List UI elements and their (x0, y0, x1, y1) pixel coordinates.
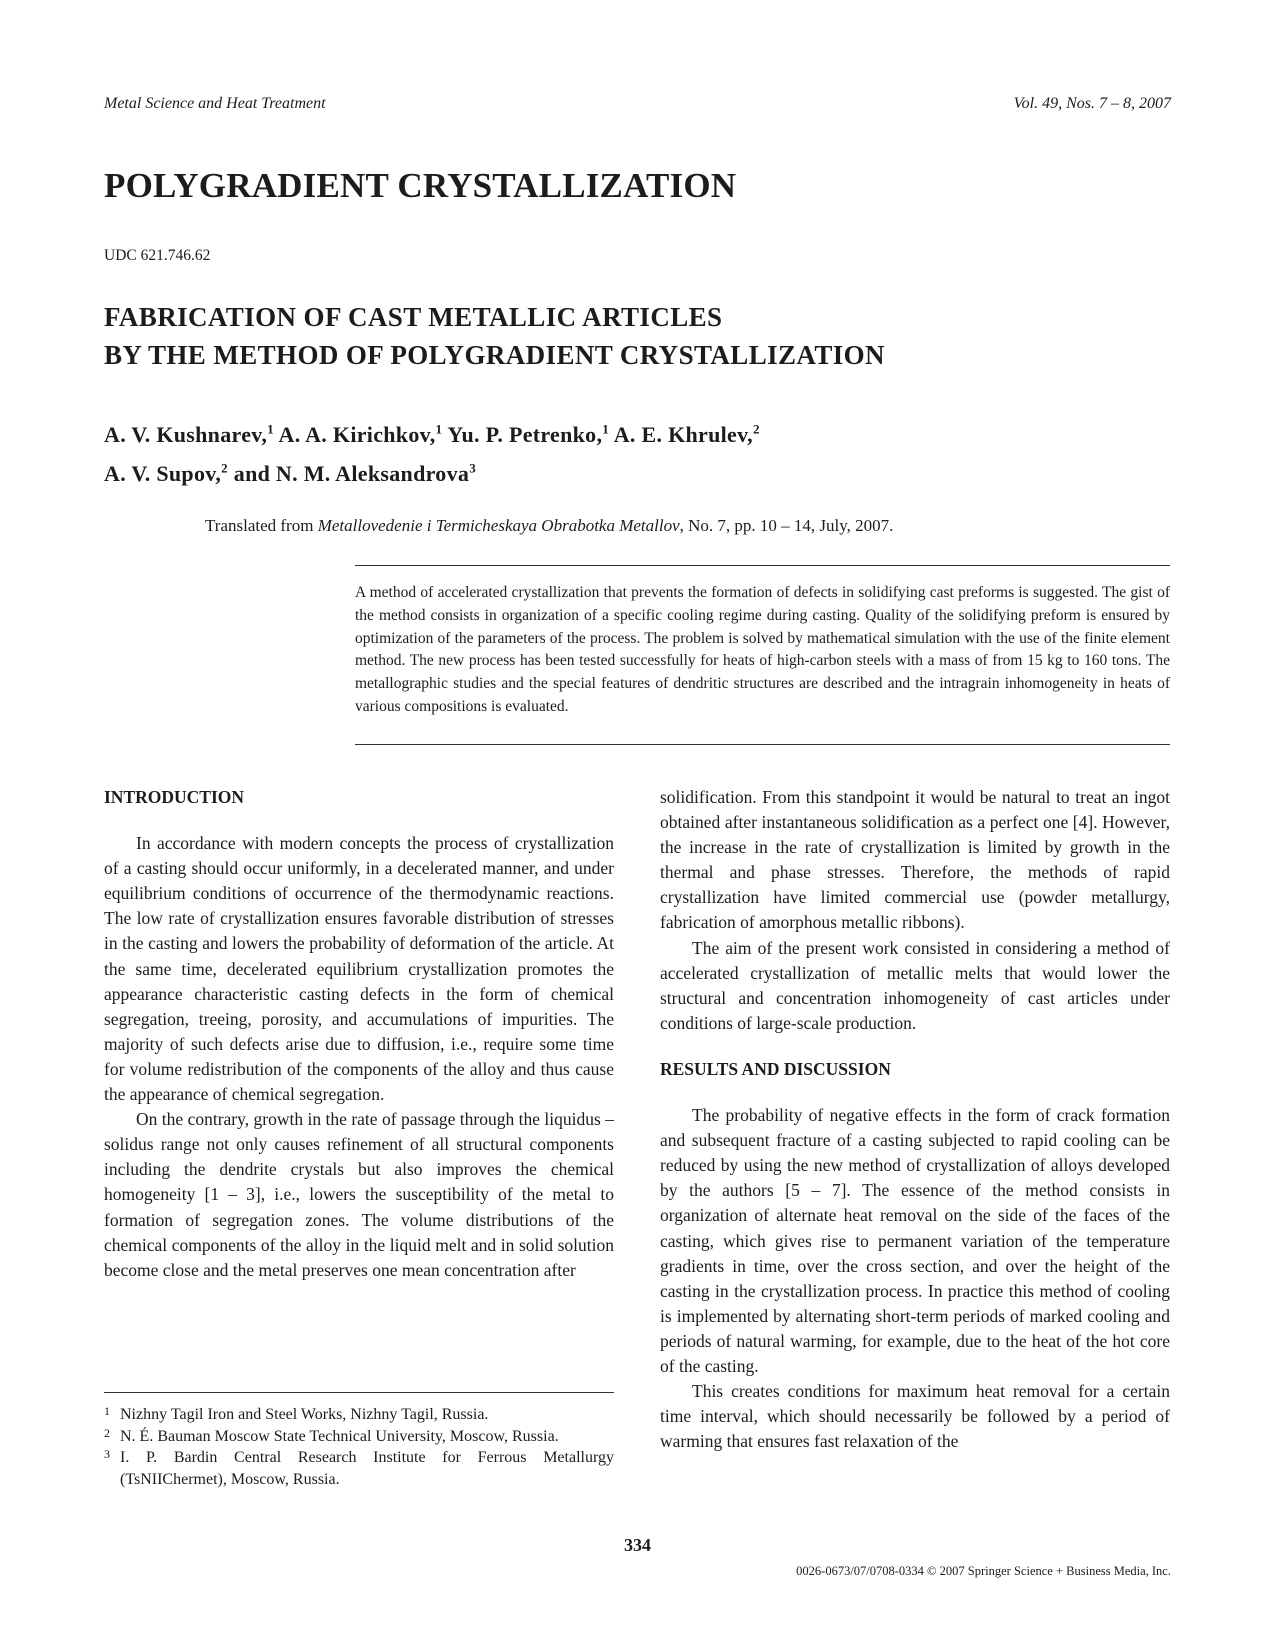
paragraph: The probability of negative effects in the form of crack formation and subsequent fracture of a casting subjected to rapid cooling can be reduced by using the new method of crystallization of alloys developed by the authors [5 – 7]. The essence of the method consists in organization of alternate heat removal on the side of the faces of the casting, which gives rise to permanent variation of the temperature gradients in time, over the cross section, and over the height of the casting in the crystallization process. In practice this method of cooling is implemented by alternating short-term periods of marked cooling and periods of natural warming, for example, due to the heat of the hot core of the casting. (660, 1105, 1170, 1376)
paragraph: On the contrary, growth in the rate of passage through the liquidus – solidus range not only causes refinement of all structural components including the dendrite crystals but also improves the chemical homogeneity [1 – 3], i.e., lowers the susceptibility of the metal to formation of segregation zones. The volume distributions of the chemical components of the alloy in the liquid melt and in solid solution become close and the metal preserves one mean concentration after (104, 1109, 614, 1280)
footnote-rule (104, 1392, 614, 1393)
author: A. E. Khrulev,$^2$ (613, 422, 760, 448)
title-line-2: BY THE METHOD OF POLYGRADIENT CRYSTALLIZATION (104, 340, 885, 370)
section-title: POLYGRADIENT CRYSTALLIZATION (104, 166, 737, 205)
abstract-top-rule (355, 565, 1170, 566)
footnotes (104, 1404, 614, 1490)
author: A. V. Kushnarev,$^1$ (104, 422, 274, 448)
author: Yu. P. Petrenko,$^1$ (447, 422, 610, 448)
abstract: A method of accelerated crystallization that prevents the formation of defects in solidifying cast preforms is suggested. The gist of the method consists in organization of a specific cooling regime during casting. Quality of the solidifying preform is ensured by optimization of the parameters of the process. The problem is solved by mathematical simulation with the use of the finite element method. The new process has been tested successfully for heats of high-carbon steels with a mass of from 15 kg to 160 tons. The metallographic studies and the special features of dendritic structures are described and the intragrain inhomogeneity in heats of various compositions is evaluated. (355, 584, 1170, 715)
footnote: 2 N. É. Bauman Moscow State Technical University, Moscow, Russia. (104, 1425, 559, 1445)
title-line-1: FABRICATION OF CAST METALLIC ARTICLES (104, 302, 723, 332)
journal-name: Metal Science and Heat Treatment (104, 95, 326, 112)
abstract-bottom-rule (355, 744, 1170, 745)
left-column (104, 785, 614, 1283)
udc-code: UDC 621.746.62 (104, 247, 211, 264)
translation-note: Translated from Metallovedenie i Termicheskaya Obrabotka Metallov, No. 7, pp. 10 – 14, July, 2007. (205, 516, 894, 535)
author: and N. M. Aleksandrova$^3$ (233, 460, 476, 486)
section-heading-introduction: INTRODUCTION (104, 787, 245, 807)
volume-info: Vol. 49, Nos. 7 – 8, 2007 (1013, 95, 1171, 112)
author-list (104, 413, 760, 490)
author: A. A. Kirichkov,$^1$ (278, 422, 443, 448)
footnote: 1 Nizhny Tagil Iron and Steel Works, Nizhny Tagil, Russia. (104, 1404, 489, 1423)
source-journal: Metallovedenie i Termicheskaya Obrabotka Metallov (317, 516, 680, 535)
author: A. V. Supov,$^2$ (104, 460, 228, 486)
section-heading-results: RESULTS AND DISCUSSION (660, 1058, 891, 1079)
paragraph: The aim of the present work consisted in considering a method of accelerated crystallization of metallic melts that would lower the structural and concentration inhomogeneity of cast articles under conditions of large-scale production. (660, 937, 1170, 1033)
paragraph: solidification. From this standpoint it would be natural to treat an ingot obtained after instantaneous solidification as a perfect one [4]. However, the increase in the rate of crystallization is limited by growth in the thermal and phase stresses. Therefore, the methods of rapid crystallization have limited commercial use (powder metallurgy, fabrication of amorphous metallic ribbons). (660, 787, 1170, 933)
paragraph: In accordance with modern concepts the process of crystallization of a casting should occur uniformly, in a decelerated manner, and under equilibrium conditions of occurrence of the thermodynamic reactions. The low rate of crystallization ensures favorable distribution of stresses in the casting and lowers the probability of deformation of the article. At the same time, decelerated equilibrium crystallization promotes the appearance characteristic casting defects in the form of chemical segregation, treeing, porosity, and accumulations of impurities. The majority of such defects arise due to diffusion, i.e., require some time for volume redistribution of the components of the alloy and thus cause the appearance of chemical segregation. (104, 833, 614, 1105)
page-number: 334 (624, 1535, 651, 1555)
right-column (660, 785, 1170, 1454)
paper-title (104, 298, 885, 374)
footnote: 3 I. P. Bardin Central Research Institute for Ferrous Metallurgy (TsNIIChermet), Moscow, Russia. (104, 1447, 614, 1488)
copyright-line: 0026-0673/07/0708-0334 © 2007 Springer Science + Business Media, Inc. (796, 1564, 1171, 1578)
paragraph: This creates conditions for maximum heat removal for a certain time interval, which should necessarily be followed by a period of warming that ensures fast relaxation of the (660, 1381, 1170, 1452)
